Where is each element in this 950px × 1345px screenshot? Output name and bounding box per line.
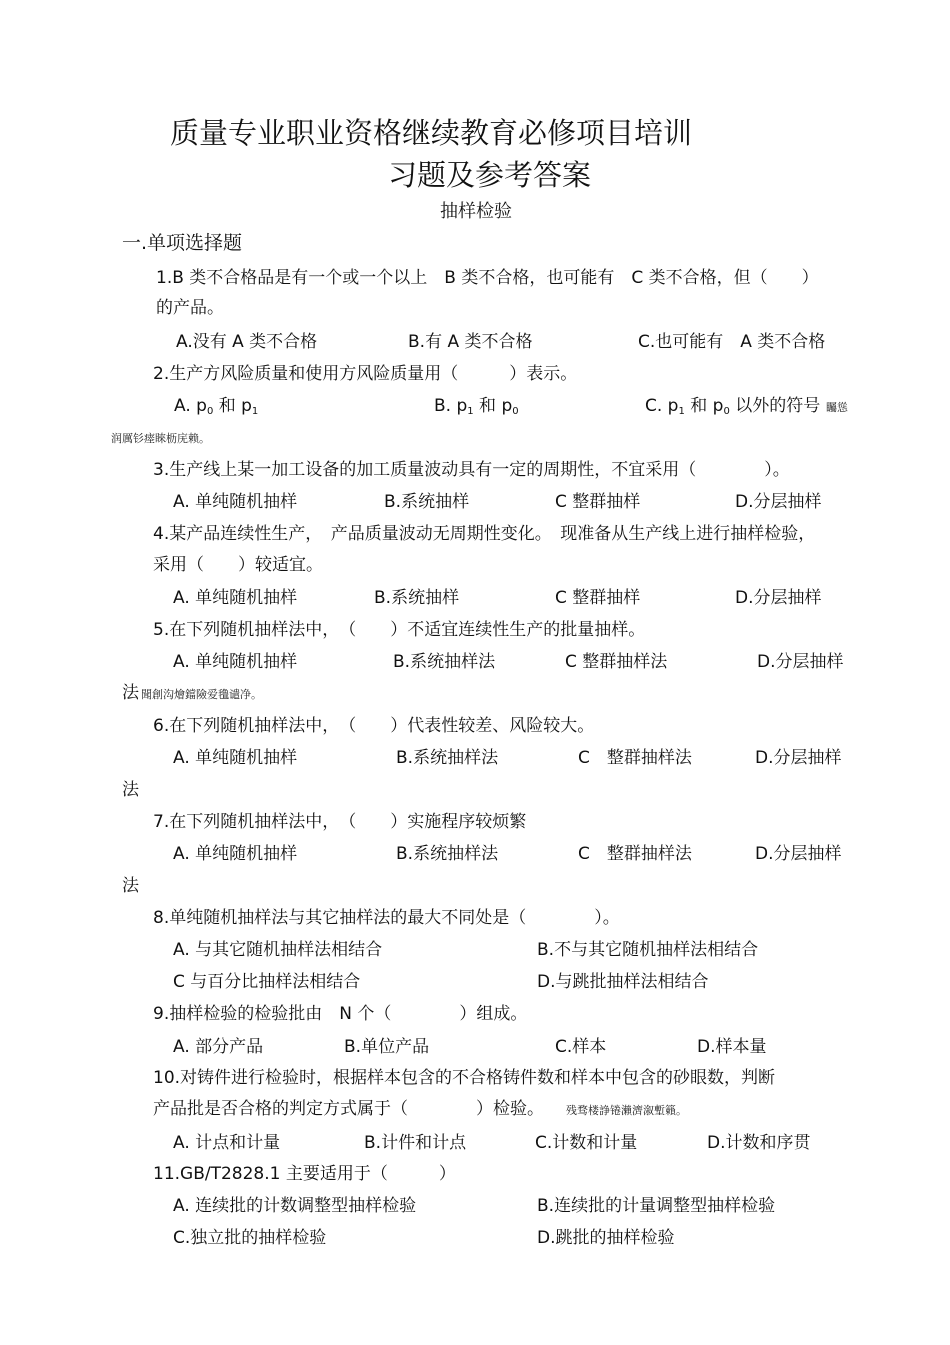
question-10-option-a: A. 计点和计量 — [173, 1133, 281, 1153]
question-3-option-a: A. 单纯随机抽样 — [173, 492, 298, 512]
question-4-line2: 采用（ ）较适宜。 — [153, 555, 323, 575]
question-2-option-a: A. $p_0$ 和 $p_1$ — [174, 396, 259, 417]
question-6-option-c: C 整群抽样法 — [578, 748, 692, 768]
question-7-option-c: C 整群抽样法 — [578, 844, 692, 864]
question-8-option-a: A. 与其它随机抽样法相结合 — [173, 940, 383, 960]
question-10-line2: 产品批是否合格的判定方式属于（ ）检验。 — [153, 1099, 544, 1119]
question-6-option-d-wrap: 法 — [122, 780, 139, 800]
question-11-option-d: D.跳批的抽样检验 — [537, 1228, 675, 1248]
question-5-option-b: B.系统抽样法 — [393, 652, 496, 672]
question-1-line1: 1.B 类不合格品是有一个或一个以上 B 类不合格，也可能有 C 类不合格，但（ ） — [156, 268, 819, 288]
garbled-text-4: 残骛楼諍锩瀨濟溆塹籟。 — [566, 1104, 687, 1117]
question-3-option-d: D.分层抽样 — [735, 492, 822, 512]
question-2-line1: 2.生产方风险质量和使用方风险质量用（ ）表示。 — [153, 364, 578, 384]
question-6-line1: 6.在下列随机抽样法中， （ ）代表性较差、风险较大。 — [153, 716, 595, 736]
question-4-option-c: C 整群抽样 — [555, 588, 641, 608]
question-10-line1: 10.对铸件进行检验时，根据样本包含的不合格铸件数和样本中包含的砂眼数，判断 — [153, 1068, 776, 1088]
question-11-option-a: A. 连续批的计数调整型抽样检验 — [173, 1196, 417, 1216]
question-5-option-a: A. 单纯随机抽样 — [173, 652, 298, 672]
question-1-option-c: C.也可能有 A 类不合格 — [638, 332, 826, 352]
question-2-option-c: C. $p_1$ 和 $p_0$ 以外的符号 — [645, 396, 821, 417]
question-3-option-c: C 整群抽样 — [555, 492, 641, 512]
question-2-option-b: B. $p_1$ 和 $p_0$ — [434, 396, 519, 417]
question-7-line1: 7.在下列随机抽样法中， （ ）实施程序较烦繁 — [153, 812, 527, 832]
question-5-line1: 5.在下列随机抽样法中， （ ）不适宜连续性生产的批量抽样。 — [153, 620, 646, 640]
doc-subtitle: 抽样检验 — [440, 201, 512, 222]
doc-title-line1: 质量专业职业资格继续教育必修项目培训 — [170, 116, 693, 150]
question-11-option-b: B.连续批的计量调整型抽样检验 — [537, 1196, 776, 1216]
question-8-option-d: D.与跳批抽样法相结合 — [537, 972, 709, 992]
question-11-option-c: C.独立批的抽样检验 — [173, 1228, 327, 1248]
question-11-line1: 11.GB/T2828.1 主要适用于（ ） — [153, 1164, 456, 1184]
question-5-option-d: D.分层抽样 — [757, 652, 844, 672]
garbled-text-3: 聞創沟燴鐺險爱氇谴净。 — [141, 688, 262, 701]
question-1-option-a: A.没有 A 类不合格 — [176, 332, 318, 352]
question-3-option-b: B.系统抽样 — [384, 492, 470, 512]
question-4-option-a: A. 单纯随机抽样 — [173, 588, 298, 608]
doc-title-line2: 习题及参考答案 — [388, 158, 592, 192]
question-10-option-d: D.计数和序贯 — [707, 1133, 811, 1153]
section-heading: 一.单项选择题 — [122, 232, 243, 254]
question-9-option-c: C.样本 — [555, 1037, 607, 1057]
question-8-line1: 8.单纯随机抽样法与其它抽样法的最大不同处是（ ）。 — [153, 908, 620, 928]
question-7-option-d-wrap: 法 — [122, 876, 139, 896]
question-9-line1: 9.抽样检验的检验批由 N 个（ ）组成。 — [153, 1004, 528, 1024]
question-4-option-d: D.分层抽样 — [735, 588, 822, 608]
question-5-option-d-wrap: 法 — [122, 683, 139, 703]
question-10-option-b: B.计件和计点 — [364, 1133, 467, 1153]
question-7-option-a: A. 单纯随机抽样 — [173, 844, 298, 864]
question-1-option-b: B.有 A 类不合格 — [408, 332, 533, 352]
question-9-option-a: A. 部分产品 — [173, 1037, 264, 1057]
question-8-option-b: B.不与其它随机抽样法相结合 — [537, 940, 759, 960]
question-3-line1: 3.生产线上某一加工设备的加工质量波动具有一定的周期性，不宜采用（ ）。 — [153, 460, 790, 480]
question-7-option-d: D.分层抽样 — [755, 844, 842, 864]
question-1-line2: 的产品。 — [156, 298, 224, 318]
garbled-text-1: 矚慫 — [826, 401, 848, 414]
question-9-option-d: D.样本量 — [697, 1037, 767, 1057]
question-5-option-c: C 整群抽样法 — [565, 652, 668, 672]
question-8-option-c: C 与百分比抽样法相结合 — [173, 972, 361, 992]
question-6-option-a: A. 单纯随机抽样 — [173, 748, 298, 768]
question-4-line1: 4.某产品连续性生产， 产品质量波动无周期性变化。 现准备从生产线上进行抽样检验， — [153, 524, 816, 544]
question-6-option-d: D.分层抽样 — [755, 748, 842, 768]
question-7-option-b: B.系统抽样法 — [396, 844, 499, 864]
question-4-option-b: B.系统抽样 — [374, 588, 460, 608]
question-10-option-c: C.计数和计量 — [535, 1133, 638, 1153]
question-9-option-b: B.单位产品 — [344, 1037, 430, 1057]
garbled-text-2: 润厲钐瘗睞枥庑赖。 — [111, 432, 210, 445]
question-6-option-b: B.系统抽样法 — [396, 748, 499, 768]
